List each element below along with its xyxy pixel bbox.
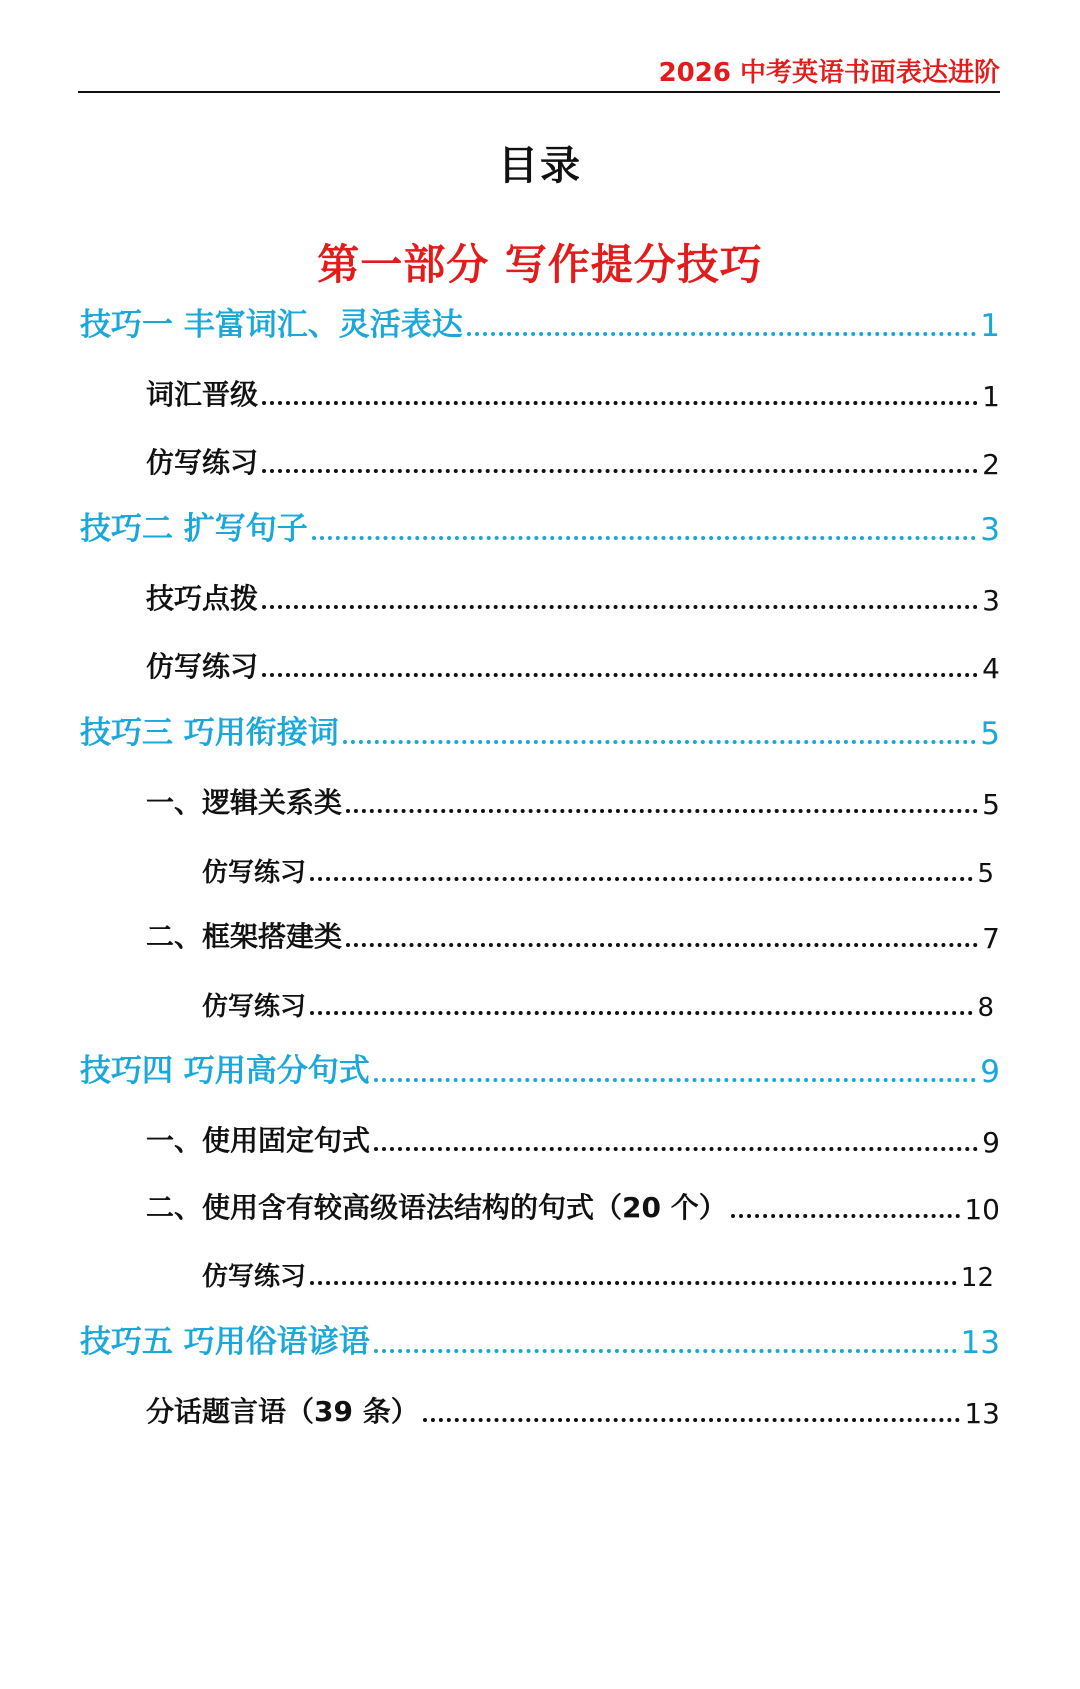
toc-entry[interactable]	[202, 979, 994, 1023]
toc-entry-page: 13	[960, 1325, 1000, 1361]
dot-leader	[731, 1214, 961, 1218]
toc-entry-skill-3[interactable]	[80, 708, 1000, 752]
part-title: 第一部分 写作提分技巧	[317, 240, 763, 289]
toc-entry[interactable]	[146, 1115, 1000, 1159]
toc-entry-page: 13	[964, 1397, 1000, 1430]
dot-leader	[310, 877, 973, 881]
toc-entry-label: 二、框架搭建类	[146, 920, 343, 953]
dot-leader	[467, 332, 976, 336]
dot-leader	[374, 1147, 978, 1151]
toc-entry[interactable]	[146, 437, 1000, 481]
toc-entry-label: 二、使用含有较高级语法结构的句式（20 个）	[146, 1191, 727, 1224]
dot-leader	[262, 401, 978, 405]
toc-entry-page: 12	[960, 1263, 994, 1293]
toc-entry-page: 5	[980, 716, 1000, 752]
toc-entry[interactable]	[202, 845, 994, 889]
toc-entry-page: 1	[980, 308, 1000, 344]
toc-entry-page: 9	[980, 1054, 1000, 1090]
dot-leader	[423, 1418, 961, 1422]
toc-entry-label: 技巧点拨	[146, 582, 259, 615]
toc-entry[interactable]	[146, 641, 1000, 685]
dot-leader	[310, 1281, 957, 1285]
toc-entry[interactable]	[146, 369, 1000, 413]
toc-entry-label: 词汇晋级	[146, 378, 259, 411]
toc-entry-skill-2[interactable]	[80, 504, 1000, 548]
toc-entry-skill-4[interactable]	[80, 1046, 1000, 1090]
dot-leader	[310, 1011, 973, 1015]
toc-entry-label: 技巧四 巧用高分句式	[80, 1053, 370, 1089]
toc-entry-page: 2	[982, 448, 1000, 481]
toc-entry-skill-1[interactable]	[80, 300, 1000, 344]
toc-entry-page: 7	[982, 922, 1000, 955]
toc-entry-page: 8	[977, 993, 994, 1023]
running-header-title: 2026 中考英语书面表达进阶	[658, 58, 1000, 88]
toc-entry[interactable]	[146, 777, 1000, 821]
toc-entry[interactable]	[146, 1182, 1000, 1226]
page-title: 目录	[498, 143, 582, 189]
toc-entry[interactable]	[146, 573, 1000, 617]
toc-entry-label: 分话题言语（39 条）	[146, 1395, 419, 1428]
toc-entry-page: 3	[980, 512, 1000, 548]
dot-leader	[343, 740, 976, 744]
toc-entry-label: 仿写练习	[202, 1262, 307, 1292]
dot-leader	[374, 1349, 957, 1353]
toc-entry[interactable]	[146, 1386, 1000, 1430]
dot-leader	[262, 673, 978, 677]
dot-leader	[374, 1078, 976, 1082]
toc-entry-label: 仿写练习	[202, 858, 307, 888]
toc-entry-label: 仿写练习	[202, 992, 307, 1022]
toc-entry-label: 技巧三 巧用衔接词	[80, 715, 339, 751]
dot-leader	[346, 943, 978, 947]
toc-entry-label: 技巧一 丰富词汇、灵活表达	[80, 307, 463, 343]
toc-entry-page: 5	[977, 859, 994, 889]
toc-entry-page: 5	[982, 788, 1000, 821]
toc-entry-page: 3	[982, 584, 1000, 617]
toc-entry-label: 一、逻辑关系类	[146, 786, 343, 819]
toc-entry-label: 一、使用固定句式	[146, 1124, 371, 1157]
toc-entry-page: 10	[964, 1193, 1000, 1226]
toc-entry[interactable]	[202, 1249, 994, 1293]
toc-entry-label: 仿写练习	[146, 446, 259, 479]
dot-leader	[262, 605, 978, 609]
toc-entry-skill-5[interactable]	[80, 1317, 1000, 1361]
toc-entry-page: 4	[982, 652, 1000, 685]
toc-entry[interactable]	[146, 911, 1000, 955]
toc-entry-page: 1	[982, 380, 1000, 413]
toc-entry-label: 仿写练习	[146, 650, 259, 683]
toc-entry-page: 9	[982, 1126, 1000, 1159]
toc-entry-label: 技巧五 巧用俗语谚语	[80, 1324, 370, 1360]
dot-leader	[312, 536, 976, 540]
dot-leader	[346, 809, 978, 813]
toc-entry-label: 技巧二 扩写句子	[80, 511, 308, 547]
dot-leader	[262, 469, 978, 473]
